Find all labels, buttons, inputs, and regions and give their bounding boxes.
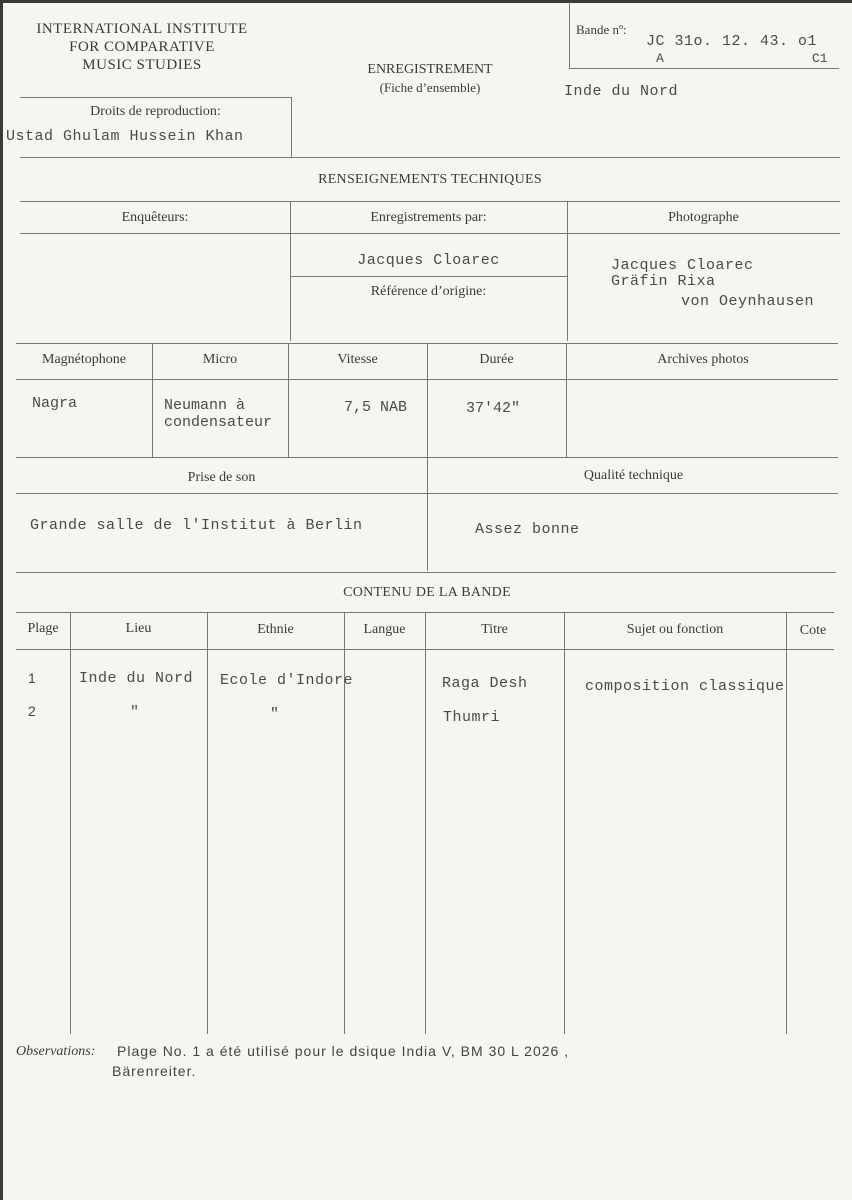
rights-label: Droits de reproduction: [90, 104, 221, 119]
institute-line-3: MUSIC STUDIES [82, 57, 202, 73]
row-titre: Thumri [443, 709, 501, 726]
rule-table-col6 [786, 612, 787, 1034]
photographe-line-1: Jacques Cloarec [611, 257, 754, 274]
observations-line-2: Bärenreiter. [112, 1063, 197, 1079]
row-sujet: composition classique [585, 678, 785, 695]
form-subtitle: (Fiche d’ensemble) [379, 80, 481, 95]
micro-line-2: condensateur [164, 414, 273, 431]
prise-label: Prise de son [187, 470, 256, 485]
row-ethnie: " [270, 706, 280, 723]
rule-table-col1 [70, 612, 71, 1034]
col-header-titre: Titre [481, 622, 508, 637]
col-header-plage: Plage [27, 621, 59, 636]
technical-heading: RENSEIGNEMENTS TECHNIQUES [318, 172, 542, 187]
col-header-ethnie: Ethnie [257, 622, 294, 637]
rule-table-col2 [207, 612, 208, 1034]
enqueteurs-label: Enquêteurs: [121, 210, 189, 225]
rights-box-right [291, 97, 292, 157]
magnetophone-label: Magnétophone [42, 352, 126, 367]
bande-label: Bande nº: [576, 22, 627, 37]
enregistrements-label: Enregistrements par: [370, 210, 487, 225]
col-header-sujet: Sujet ou fonction [626, 622, 724, 637]
form-title: ENREGISTREMENT [367, 62, 493, 77]
rights-box-top [20, 97, 291, 98]
row-lieu: Inde du Nord [79, 670, 194, 687]
row-plage: 1 [28, 670, 36, 686]
contents-heading: CONTENU DE LA BANDE [343, 585, 511, 600]
col-header-langue: Langue [363, 622, 406, 637]
bande-sub-a: A [656, 51, 664, 66]
col-header-lieu: Lieu [125, 621, 152, 636]
col-header-cote: Cote [799, 623, 827, 638]
micro-label: Micro [202, 352, 238, 367]
observations-line-1: Plage No. 1 a été utilisé pour le dsique India V, BM 30 L 2026 , [117, 1043, 570, 1059]
row-plage: 2 [28, 703, 36, 719]
bande-box-bottom [569, 68, 839, 69]
scan-edge-top [0, 0, 852, 3]
row-ethnie: Ecole d'Indore [220, 672, 354, 689]
bande-sub-c: C1 [812, 51, 828, 66]
observations-label: Observations: [16, 1044, 96, 1059]
duree-value: 37'42" [466, 400, 521, 417]
archives-label: Archives photos [657, 352, 749, 367]
prise-value: Grande salle de l'Institut à Berlin [30, 517, 363, 534]
bande-box-left [569, 2, 570, 68]
magnetophone-value: Nagra [32, 395, 78, 412]
rule-enq-top [20, 201, 840, 202]
rule-tech-top [20, 157, 840, 158]
institute-line-1: INTERNATIONAL INSTITUTE [36, 21, 248, 37]
qualite-label: Qualité technique [583, 468, 684, 483]
photographe-line-2: Gräfin Rixa [611, 273, 716, 290]
region-value: Inde du Nord [564, 83, 679, 100]
row-lieu: " [130, 704, 140, 721]
photographe-label: Photographe [668, 210, 739, 225]
rights-value: Ustad Ghulam Hussein Khan [6, 128, 244, 145]
photographe-line-3: von Oeynhausen [681, 293, 815, 310]
micro-line-1: Neumann à [164, 397, 246, 414]
qualite-value: Assez bonne [475, 521, 580, 538]
duree-label: Durée [479, 352, 514, 367]
vitesse-value: 7,5 NAB [344, 399, 408, 416]
reference-label: Référence d’origine: [370, 284, 487, 299]
rule-table-col5 [564, 612, 565, 1034]
rule-reference [290, 276, 567, 277]
institute-line-2: FOR COMPARATIVE [69, 39, 215, 55]
enregistrements-value: Jacques Cloarec [357, 252, 500, 269]
scan-edge-left [0, 0, 3, 1200]
vitesse-label: Vitesse [337, 352, 378, 367]
rule-contents-top [16, 572, 836, 573]
rule-table-col4 [425, 612, 426, 1034]
bande-number: JC 31o. 12. 43. o1 [646, 33, 818, 50]
rule-enq-bottom [20, 233, 840, 234]
row-titre: Raga Desh [442, 675, 528, 692]
